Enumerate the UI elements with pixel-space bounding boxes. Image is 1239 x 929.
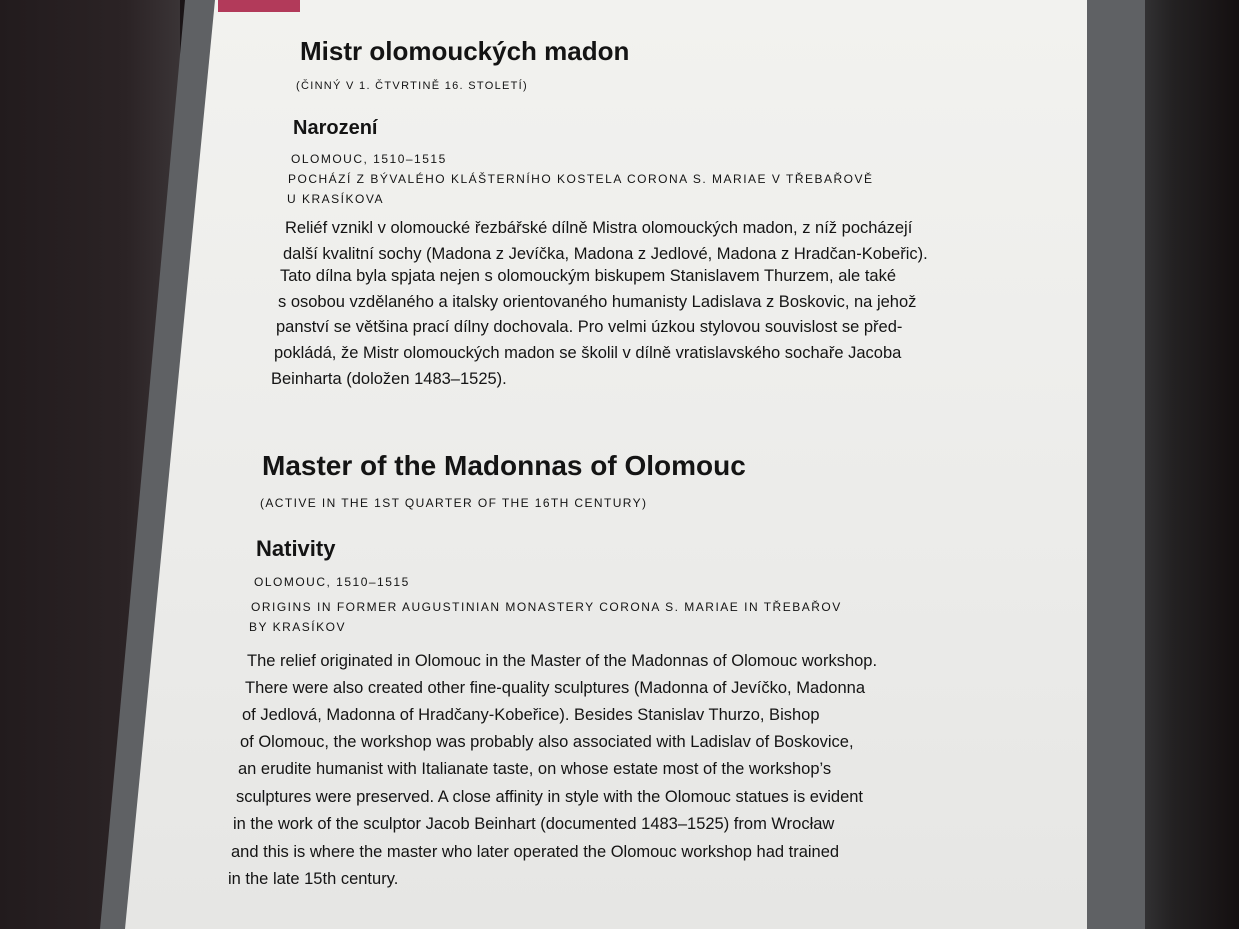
english-paragraph-line: There were also created other fine-quality sculptures (Madonna of Jevíčko, Madonna	[245, 679, 865, 697]
english-origin-line-1: ORIGINS IN FORMER AUGUSTINIAN MONASTERY CORONA S. MARIAE IN TŘEBAŘOV	[251, 600, 842, 614]
czech-paragraph-line: Beinharta (doložen 1483–1525).	[271, 370, 507, 388]
czech-paragraph-line: Tato dílna byla spjata nejen s olomouckým biskupem Stanislavem Thurzem, ale také	[280, 267, 897, 285]
english-work-title: Nativity	[256, 536, 336, 561]
english-paragraph-line: an erudite humanist with Italianate taste, on whose estate most of the workshop’s	[238, 760, 832, 778]
english-subtitle: (ACTIVE IN THE 1ST QUARTER OF THE 16TH CENTURY)	[260, 496, 648, 510]
english-place-date: OLOMOUC, 1510–1515	[254, 575, 410, 589]
english-paragraph-line: sculptures were preserved. A close affinity in style with the Olomouc statues is evident	[236, 788, 863, 806]
czech-paragraph-line: s osobou vzdělaného a italsky orientovaného humanisty Ladislava z Boskovic, na jehož	[278, 293, 917, 311]
czech-paragraph-line: další kvalitní sochy (Madona z Jevíčka, Madona z Jedlové, Madona z Hradčan-Kobeřic).	[283, 245, 928, 263]
czech-title: Mistr olomouckých madon	[300, 36, 630, 66]
czech-origin-line-2: U KRASÍKOVA	[287, 192, 384, 206]
dark-background-right	[1129, 0, 1239, 929]
english-paragraph-line: of Olomouc, the workshop was probably also associated with Ladislav of Boskovice,	[240, 733, 854, 751]
english-paragraph-line: of Jedlová, Madonna of Hradčany-Kobeřice). Besides Stanislav Thurzo, Bishop	[242, 706, 820, 724]
english-paragraph-line: in the work of the sculptor Jacob Beinhart (documented 1483–1525) from Wrocław	[233, 815, 835, 833]
czech-subtitle: (ČINNÝ V 1. ČTVRTINĚ 16. STOLETÍ)	[296, 80, 528, 92]
english-paragraph-line: The relief originated in Olomouc in the Master of the Madonnas of Olomouc workshop.	[247, 652, 878, 670]
czech-paragraph-line: panství se většina prací dílny dochovala. Pro velmi úzkou stylovou souvislost se před-	[276, 318, 903, 336]
english-title: Master of the Madonnas of Olomouc	[262, 450, 746, 481]
accent-bar	[218, 0, 300, 12]
english-paragraph-line: in the late 15th century.	[228, 870, 399, 888]
czech-origin-line-1: POCHÁZÍ Z BÝVALÉHO KLÁŠTERNÍHO KOSTELA CORONA S. MARIAE V TŘEBAŘOVĚ	[288, 172, 874, 186]
czech-paragraph-line: pokládá, že Mistr olomouckých madon se školil v dílně vratislavského sochaře Jacoba	[274, 344, 902, 362]
czech-paragraph-line: Reliéf vznikl v olomoucké řezbářské dílně Mistra olomouckých madon, z níž pocházejí	[285, 219, 913, 237]
czech-place-date: OLOMOUC, 1510–1515	[291, 152, 447, 166]
czech-work-title: Narození	[293, 117, 378, 139]
english-paragraph-line: and this is where the master who later operated the Olomouc workshop had trained	[231, 843, 840, 861]
english-origin-line-2: BY KRASÍKOV	[249, 620, 346, 634]
